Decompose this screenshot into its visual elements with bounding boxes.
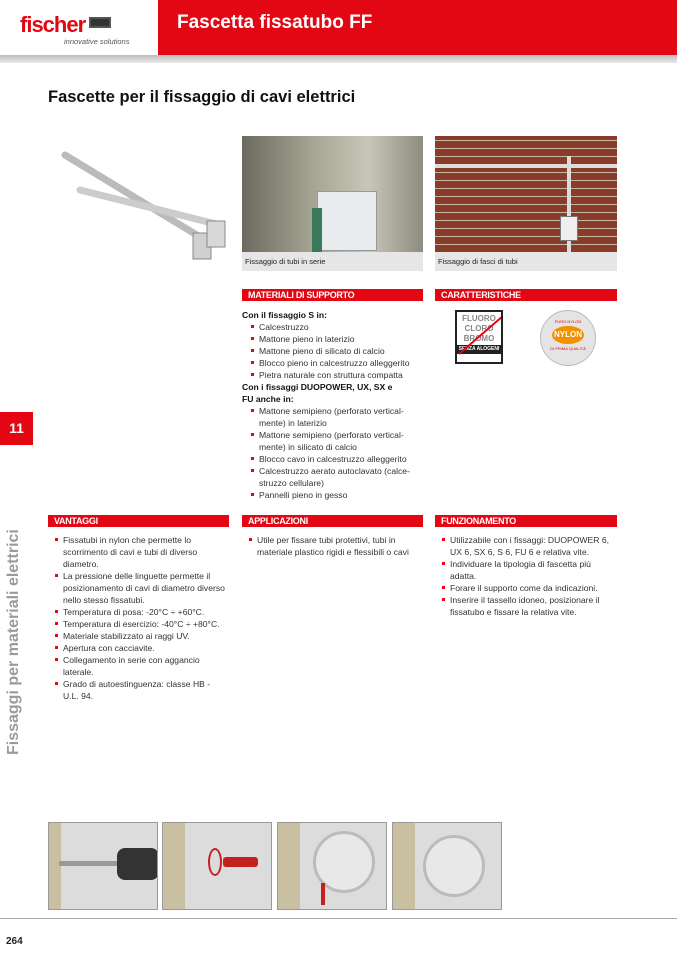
photo-tubes-in-series	[242, 136, 423, 252]
list-item: Materiale stabilizzato ai raggi UV.	[52, 630, 227, 642]
list-item: Forare il supporto come da indicazioni.	[439, 582, 619, 594]
funzionamento-list	[439, 534, 619, 618]
list-item: Inserire il tassello idoneo, posizionare il fissatubo e fissare la relativa vite.	[439, 594, 619, 618]
product-image	[55, 145, 235, 275]
pure-nylon-badge	[540, 310, 596, 366]
list-item: La pressione delle linguette permette il posizionamento di cavi di diametro diverso nello stesso fissatubi.	[52, 570, 227, 606]
list-item: Pannelli pieno in gesso	[248, 489, 422, 501]
list-item: Calcestruzzo	[248, 321, 427, 333]
brand-tagline: innovative solutions	[64, 37, 130, 46]
section-header-applicazioni: APPLICAZIONI	[242, 515, 423, 527]
list-item: Mattone semipieno (perforato vertical-mente) in laterizio	[248, 405, 422, 429]
section-header-vantaggi: VANTAGGI	[48, 515, 229, 527]
product-title: Fascetta fissatubo FF	[177, 12, 373, 33]
section-header-caratteristiche: CARATTERISTICHE	[435, 289, 617, 301]
list-item: Blocco pieno in calcestruzzo alleggerito	[248, 357, 427, 369]
page-number: 264	[6, 936, 23, 947]
photo-tube-bundles	[435, 136, 617, 252]
halogen-free-badge	[455, 310, 503, 364]
list-item: Utilizzabile con i fissaggi: DUOPOWER 6, UX 6, SX 6, S 6, FU 6 e relativa vite.	[439, 534, 619, 558]
list-item: Pietra naturale con struttura compatta	[248, 369, 427, 381]
list-item: Temperatura di posa: -20°C ÷ +60°C.	[52, 606, 227, 618]
photo-caption: Fissaggio di fasci di tubi	[435, 252, 617, 271]
list-item: Calcestruzzo aerato autoclavato (calce-struzzo cellulare)	[248, 465, 422, 489]
list-item: Mattone pieno in laterizio	[248, 333, 427, 345]
badge-main-text: NYLON	[552, 326, 584, 344]
list-item: Apertura con cacciavite.	[52, 642, 227, 654]
badge-text: DI PRIMA QUALITÀ	[550, 346, 586, 351]
chapter-tab[interactable]: 11	[0, 412, 33, 445]
fish-logo-icon	[89, 17, 111, 28]
vantaggi-list	[52, 534, 227, 702]
badge-text: PURO NYLON	[554, 319, 582, 324]
photo-caption: Fissaggio di tubi in serie	[242, 252, 423, 271]
list-item: Grado di autoestinguenza: classe HB - U.L. 94.	[52, 678, 227, 702]
list-item: Temperatura di esercizio: -40°C ÷ +80°C.	[52, 618, 227, 630]
list-item: Fissatubi in nylon che permette lo scorrimento di cavi e tubi di diverso diametro.	[52, 534, 227, 570]
header-shadow	[0, 55, 677, 63]
badge-text: FLUORO	[462, 314, 496, 323]
list-item: Individuare la tipologia di fascetta più adatta.	[439, 558, 619, 582]
list-item: Mattone semipieno (perforato vertical-mente) in silicato di calcio	[248, 429, 422, 453]
list-item: Utile per fissare tubi protettivi, tubi in materiale plastico rigidi e flessibili o cavi	[246, 534, 421, 558]
materiali-group-heading: Con i fissaggi DUOPOWER, UX, SX e FU anche in:	[242, 382, 393, 404]
step-position-clip-image	[277, 822, 387, 910]
footer-divider	[0, 918, 677, 919]
applicazioni-list	[246, 534, 421, 558]
badge-caption: SENZA ALOGENI	[458, 346, 500, 352]
chapter-label: Fissaggi per materiali elettrici	[5, 529, 22, 755]
step-fixed-clip-image	[392, 822, 502, 910]
step-insert-anchor-image	[162, 822, 272, 910]
badge-text: CLORO	[464, 324, 494, 333]
section-header-funzionamento: FUNZIONAMENTO	[435, 515, 617, 527]
step-drill-image	[48, 822, 158, 910]
list-item: Blocco cavo in calcestruzzo alleggerito	[248, 453, 422, 465]
materiali-content	[242, 309, 427, 501]
list-item: Collegamento in serie con aggancio laterale.	[52, 654, 227, 678]
list-item: Mattone pieno di silicato di calcio	[248, 345, 427, 357]
page-title: Fascette per il fissaggio di cavi elettrici	[48, 88, 356, 106]
brand-logo: fischer	[20, 12, 86, 37]
section-header-materiali: MATERIALI DI SUPPORTO	[242, 289, 423, 301]
badge-text: BROMO	[463, 334, 495, 343]
materiali-group-heading: Con il fissaggio S in:	[242, 310, 327, 320]
